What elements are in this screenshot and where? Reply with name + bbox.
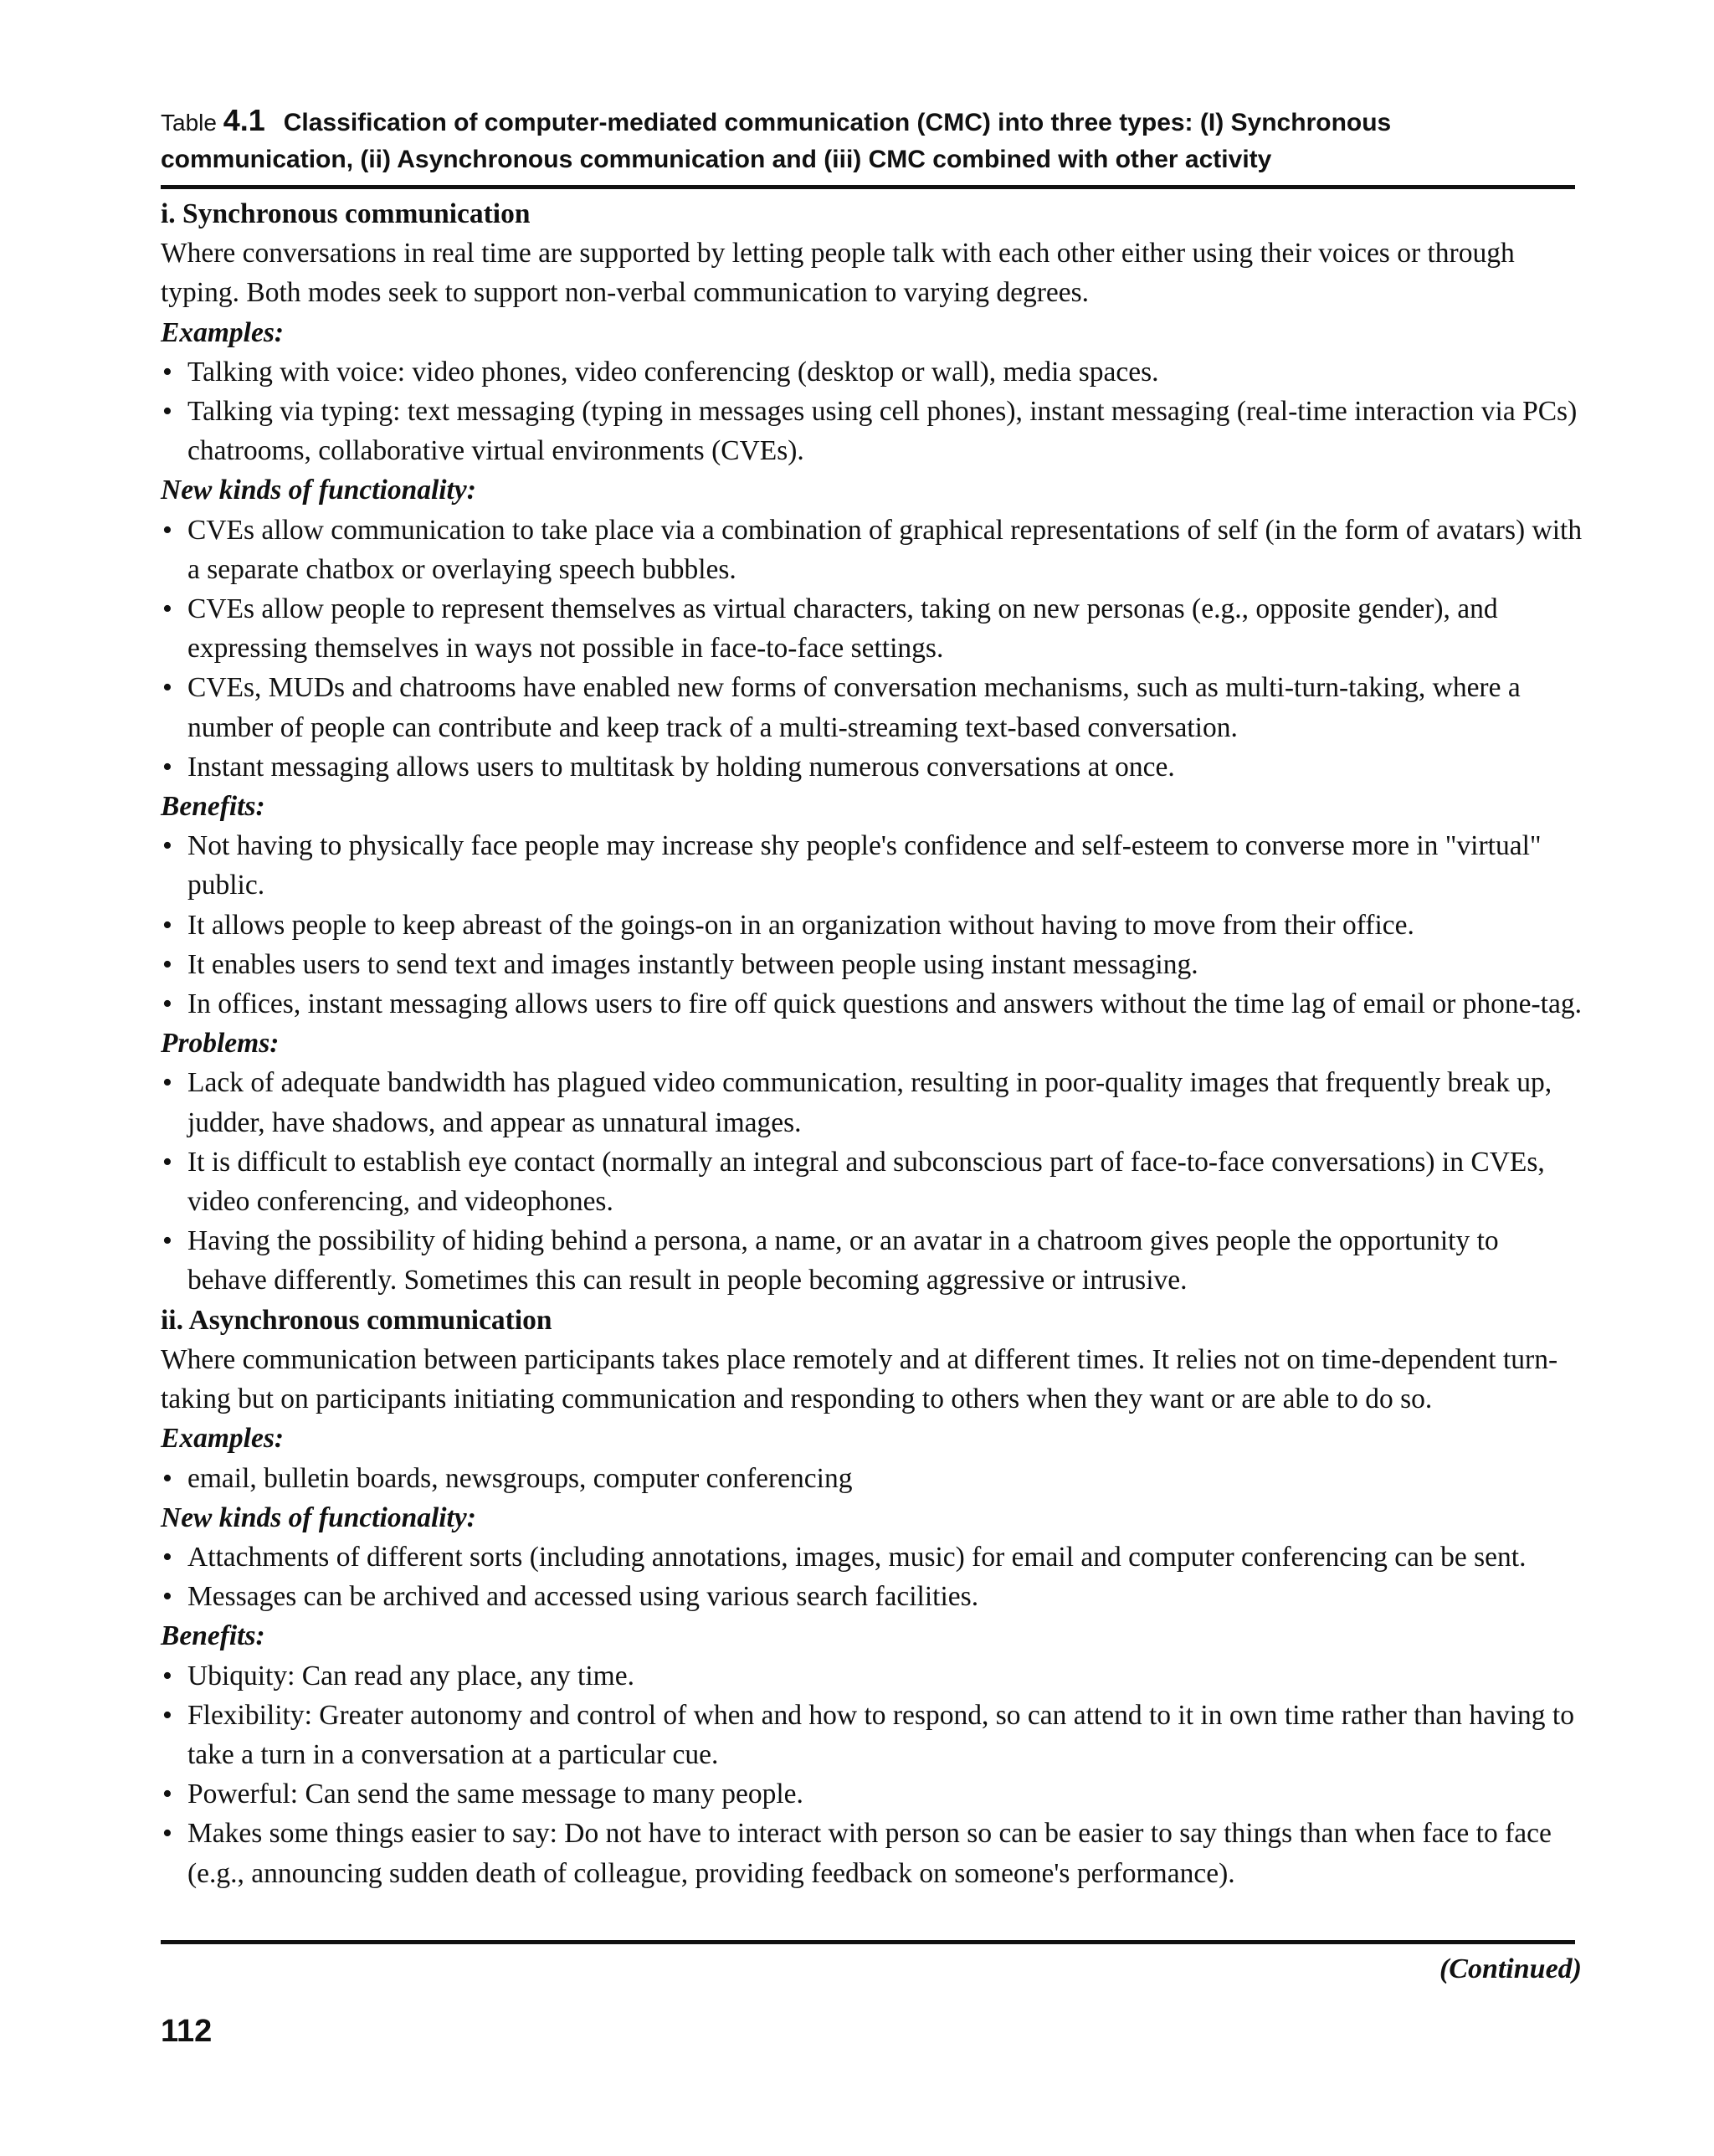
list-item: • It allows people to keep abreast of the goings-on in an organization without having to move from their office.: [161, 906, 1583, 945]
list-item: • Powerful: Can send the same message to many people.: [161, 1774, 1583, 1814]
bullet-list: [161, 1537, 1583, 1616]
list-item: • email, bulletin boards, newsgroups, computer conferencing: [161, 1459, 1583, 1498]
bullet-list: [161, 352, 1583, 471]
table-body: [161, 194, 1583, 1893]
continued-note: (Continued): [1439, 1953, 1582, 1984]
list-item: • Ubiquity: Can read any place, any time.: [161, 1656, 1583, 1696]
section-description: Where communication between participants takes place remotely and at different times. It relies not on time-dependent turn-taking but on participants initiating communication and responding to others when they want or are able to do so.: [161, 1343, 1558, 1415]
group-label-functionality: New kinds of functionality:: [161, 475, 476, 506]
bullet-list: [161, 1063, 1583, 1300]
table-bottom-rule: [161, 1940, 1575, 1944]
table-number: 4.1: [223, 103, 265, 137]
bullet-list: [161, 1459, 1583, 1498]
list-item: • Flexibility: Greater autonomy and control of when and how to respond, so can attend to it in own time rather than having to take a turn in a conversation at a particular cue.: [161, 1696, 1583, 1774]
table-caption: [161, 102, 1583, 178]
list-item: • It is difficult to establish eye contact (normally an integral and subconscious part of face-to-face conversations) in CVEs, video conferencing, and videophones.: [161, 1142, 1583, 1221]
page-number: 112: [161, 2014, 213, 2049]
group-label-benefits: Benefits:: [161, 1620, 265, 1652]
list-item: • CVEs allow people to represent themselves as virtual characters, taking on new personas (e.g., opposite gender), and expressing themselves in ways not possible in face-to-face settings.: [161, 589, 1583, 668]
table-caption-label: Table 4.1: [161, 103, 265, 137]
list-item: • CVEs, MUDs and chatrooms have enabled new forms of conversation mechanisms, such as multi-turn-taking, where a number of people can contribute and keep track of a multi-streaming text-based conversation.: [161, 668, 1583, 747]
list-item: • Attachments of different sorts (including annotations, images, music) for email and computer conferencing can be sent.: [161, 1537, 1583, 1577]
group-label-examples: Examples:: [161, 316, 285, 348]
list-item: • Talking via typing: text messaging (typing in messages using cell phones), instant messaging (real-time interaction via PCs) chatrooms, collaborative virtual environments (CVEs).: [161, 392, 1583, 470]
group-label-benefits: Benefits:: [161, 791, 265, 823]
bullet-list: [161, 826, 1583, 1024]
group-label-examples: Examples:: [161, 1423, 285, 1455]
section-synchronous: [161, 194, 1583, 1301]
table-caption-text: Classification of computer-mediated communication (CMC) into three types: (I) Synchronous communication, (ii) Asynchronous communication and (iii) CMC combined with other activity: [161, 109, 1392, 173]
list-item: • Not having to physically face people may increase shy people's confidence and self-esteem to converse more in "virtual" public.: [161, 826, 1583, 905]
list-item: • Having the possibility of hiding behind a persona, a name, or an avatar in a chatroom gives people the opportunity to behave differently. Sometimes this can result in people becoming aggressive or intrusive.: [161, 1221, 1583, 1300]
list-item: • Makes some things easier to say: Do not have to interact with person so can be easier to say things than when face to face (e.g., announcing sudden death of colleague, providing feedback on someone's performance).: [161, 1814, 1583, 1892]
list-item: • Lack of adequate bandwidth has plagued video communication, resulting in poor-quality images that frequently break up, judder, have shadows, and appear as unnatural images.: [161, 1063, 1583, 1142]
list-item: • CVEs allow communication to take place via a combination of graphical representations of self (in the form of avatars) with a separate chatbox or overlaying speech bubbles.: [161, 511, 1583, 589]
list-item: • Messages can be archived and accessed using various search facilities.: [161, 1577, 1583, 1616]
group-label-problems: Problems:: [161, 1028, 280, 1060]
group-label-functionality: New kinds of functionality:: [161, 1502, 476, 1533]
bullet-list: [161, 1656, 1583, 1893]
list-item: • In offices, instant messaging allows users to fire off quick questions and answers without the time lag of email or phone-tag.: [161, 984, 1583, 1024]
list-item: • Instant messaging allows users to multitask by holding numerous conversations at once.: [161, 747, 1583, 787]
list-item: • It enables users to send text and images instantly between people using instant messaging.: [161, 945, 1583, 984]
section-asynchronous: [161, 1301, 1583, 1893]
list-item: • Talking with voice: video phones, video conferencing (desktop or wall), media spaces.: [161, 352, 1583, 392]
section-description: Where conversations in real time are supported by letting people talk with each other either using their voices or through typing. Both modes seek to support non-verbal communication to varying degrees.: [161, 238, 1515, 309]
section-heading: i. Synchronous communication: [161, 198, 531, 229]
table-top-rule: [161, 185, 1575, 189]
bullet-list: [161, 511, 1583, 787]
section-heading: ii. Asynchronous communication: [161, 1304, 552, 1336]
